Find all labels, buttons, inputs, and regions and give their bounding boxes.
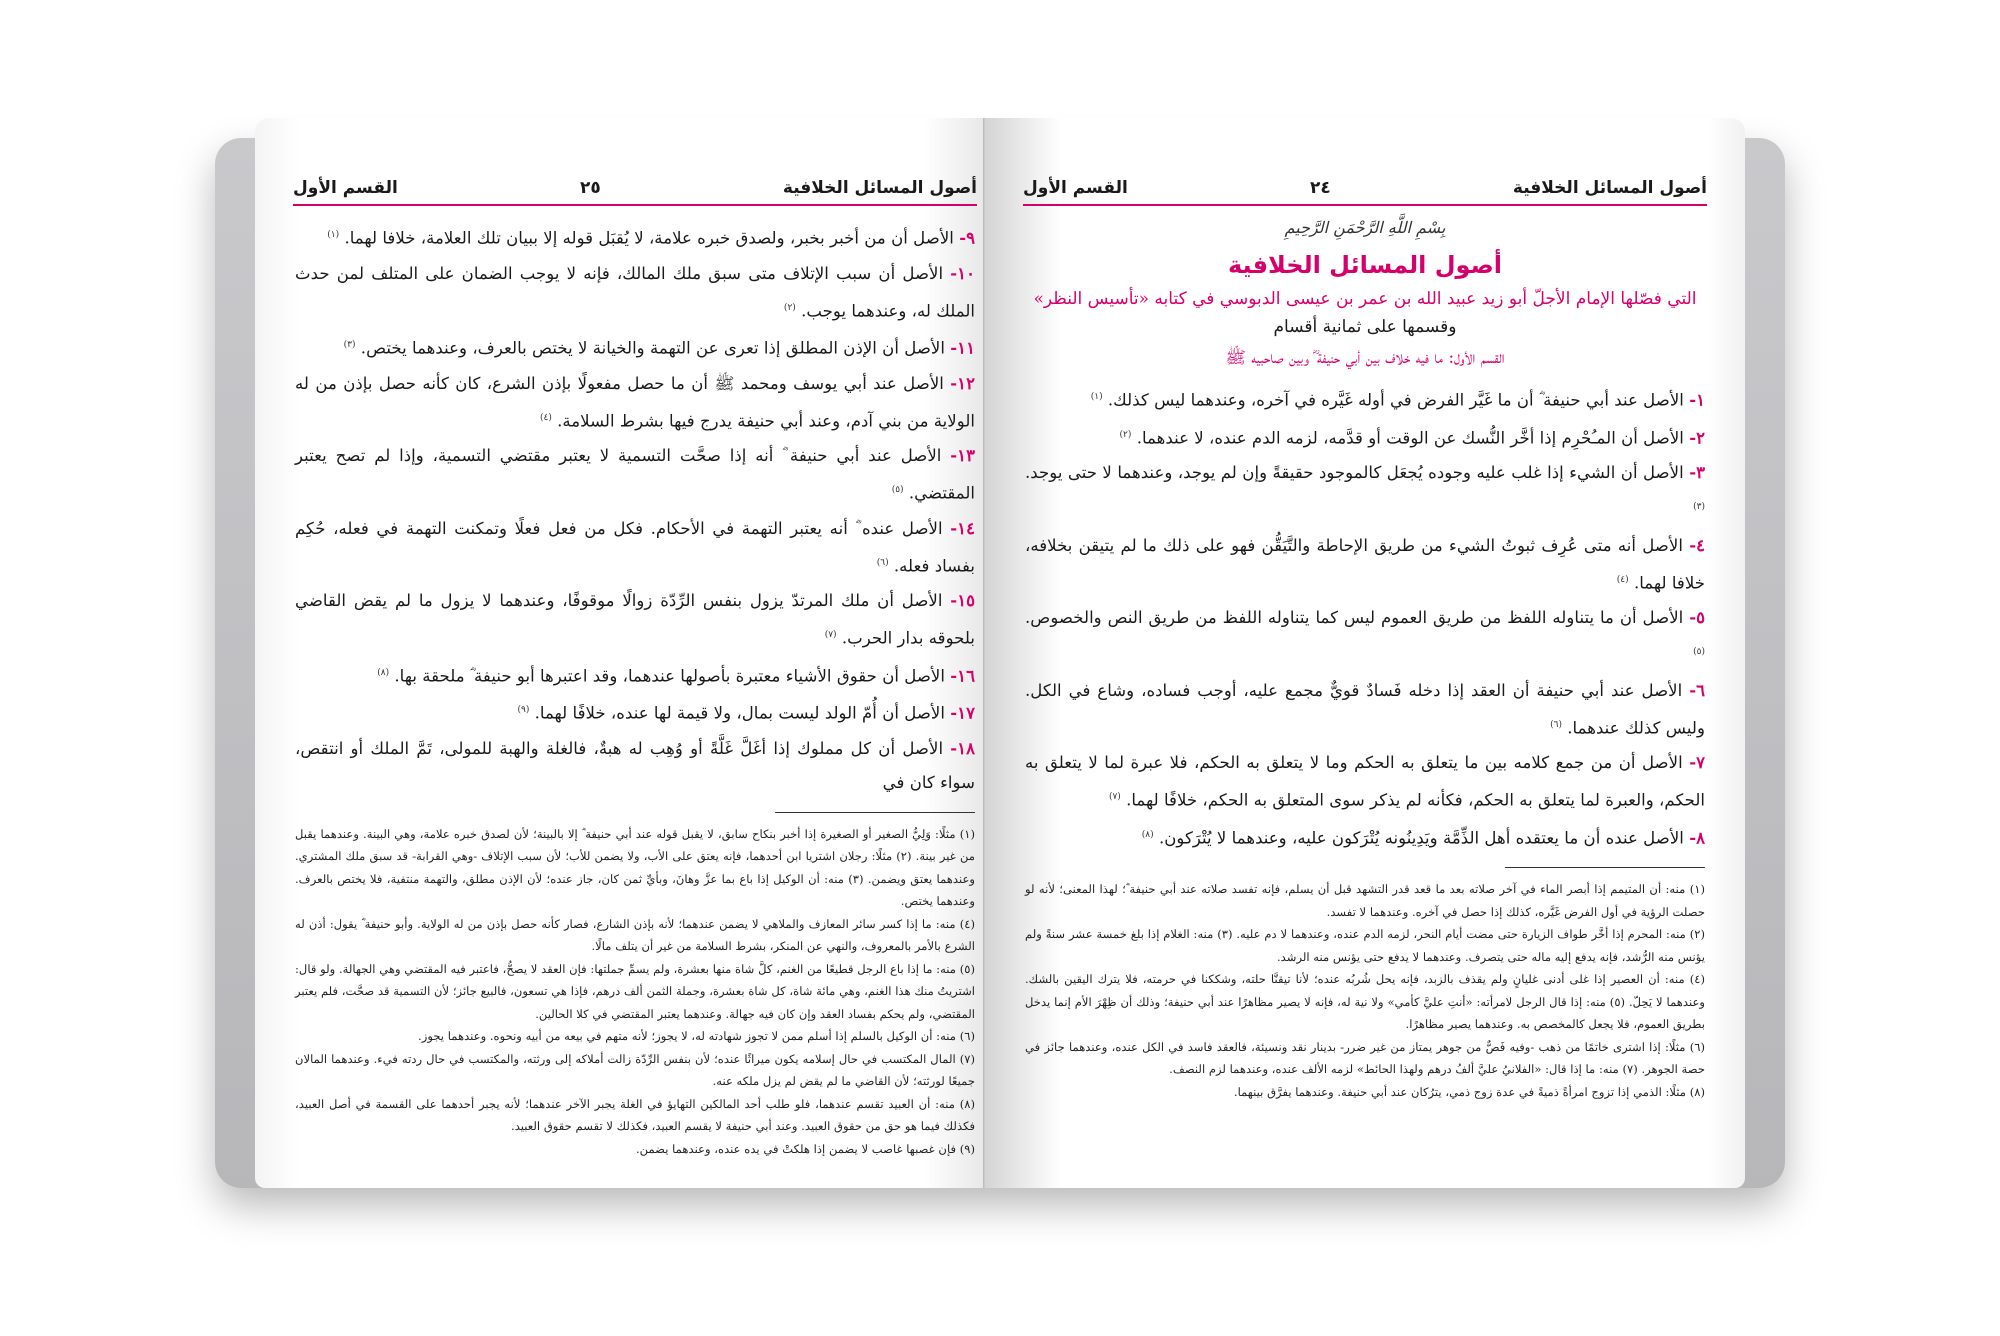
article-item	[1025, 673, 1705, 746]
book-title: أصول المسائل الخلافية	[1227, 251, 1503, 279]
article-text: الأصل عند أبي حنيفة ؓ أنه إذا صحَّت التسمية لا يعتبر مقتضي التسمية، وإذا لم تصح يعتبر المقتضي.	[295, 446, 975, 503]
footnote-ref[interactable]: (٢)	[1119, 429, 1132, 440]
article-number: ٥-	[1689, 607, 1706, 628]
footnote: (٩) فإن غصبها غاصب لا يضمن إذا هلكتْ في يده عنده، وعندهما يضمن.	[635, 1141, 975, 1156]
article-text: الأصل عند أبي حنيفة ؓ أن ما غَيَّر الفرض في أوله غَيَّره في آخره، وعندهما ليس كذلك.	[1107, 390, 1684, 410]
article-text: الأصل أن أُمّ الولد ليست بمال، ولا قيمة لها عنده، خلافًا لهما.	[534, 703, 945, 723]
article-item	[1025, 818, 1705, 856]
footnote-ref[interactable]: (٦)	[1550, 719, 1562, 730]
article-item	[1025, 600, 1705, 673]
article-list	[295, 218, 975, 800]
footnote-ref[interactable]: (٣)	[1693, 502, 1705, 513]
footnote-ref[interactable]: (٥)	[1693, 647, 1705, 658]
left-page	[255, 118, 1015, 1188]
article-number: ٦-	[1689, 679, 1705, 700]
article-item	[1025, 528, 1705, 601]
article-text: الأصل أن سبب الإتلاف متى سبق ملك المالك، فإنه لا يوجب الضمان على المتلف لمن حدث الملك له، وعندهما يوجب.	[295, 263, 975, 321]
right-page	[985, 118, 1745, 1188]
article-item	[1025, 380, 1705, 418]
footnote-ref[interactable]: (١)	[1090, 392, 1103, 402]
article-number: ٧-	[1689, 752, 1706, 773]
footnote: (٢) منه: المحرم إذا أخَّر طواف الزيارة حتى مضت أيام النحر، لزمه الدم عنده، وعندهما لا دم عليه. (٣) منه: الغلام إذا بلغ خمسة عشر سنةً ولم يؤنس منه الرُّشد، فإنه يدفع إليه ماله حتى يتصرف. وعندهما لا يدفع حتى يؤنس منه الرشد.	[1025, 927, 1705, 964]
article-text: الأصل أن الإذن المطلق إذا تعرى عن التهمة والخيانة لا يختص بالعرف، وعندهما يختص.	[360, 338, 945, 358]
article-item	[1025, 418, 1705, 456]
article-item	[295, 583, 975, 656]
footnote: (٤) منه: أن العصير إذا غلى أدنى غليانٍ ولم يقذف بالزبد، فإنه يحل شُربُه عنده؛ لأنا تيقنَّا حلته، وشككنا في حرمته، فلا يترك اليقين بالشك. وعندهما لا يَحِلّ. (٥) منه: إذا قال الرجل لامرأته: «أنتِ عليَّ كأمي» ولا نية له، فإنه لا يصير مظاهرًا عند أبي حنيفة؛ وذلك أن ظِهْرَ الأم إنما يدخل بطريق العموم، فلا يجعل كالمخصص به. وعندهما يصير مظاهرًا.	[1025, 972, 1705, 1032]
article-text: الأصل أن من جمع كلامه بين ما يتعلق به الحكم وما لا يتعلق به الحكم، فلا عبرة لما لا يتعلق به الحكم، والعبرة لما يتعلق به الحكم، فكأنه لم يذكر سوى المتعلق به الحكم، خلافًا لهما.	[1025, 753, 1705, 810]
book-subtitle: التي فصّلها الإمام الأجلّ أبو زيد عبيد الله بن عمر بن عيسى الدبوسي في كتابه «تأسيس النظر»	[1033, 289, 1697, 309]
header-section: القسم الأول	[1023, 178, 1128, 198]
footnote-ref[interactable]: (١)	[327, 230, 340, 240]
footnote-ref[interactable]: (٥)	[891, 485, 904, 496]
footnote-ref[interactable]: (٤)	[1616, 574, 1629, 585]
article-item	[295, 366, 975, 439]
article-item	[295, 693, 975, 731]
article-number: ١-	[1689, 389, 1705, 410]
footnote: (٦) مثلًا: إذا اشترى خاتمًا من ذهب -وفيه فَصٌّ من جوهر يمتاز من غير ضرر- بدينار نقد ونسيئة، فالعقد فاسد في الكل عنده، وعندهما جائز في حصة الجوهر. (٧) منه: ما إذا قال: «الفلانيُ عليَّ ألفُ درهم ولهذا الحائط» لزمه الألف عنده، وعندهما لزم النصف.	[1025, 1039, 1705, 1077]
header-title: أصول المسائل الخلافية	[782, 178, 977, 198]
footnote-ref[interactable]: (٢)	[783, 302, 796, 313]
footnote: (٥) منه: ما إذا باع الرجل قطيعًا من الغنم، كلَّ شاة منها بعشرة، ولم يسمِّ جملتها: فإن العقد لا يصحُّ، فاعتبر فيه المقتضي وهي الجهالة. ولو قال: اشتريتُ منك هذا الغنم، وهي مائة شاة، كل شاة بعشرة، وجملة الثمن ألف درهم، فإذا هي تسعون، فالبيع جائز؛ لأن التسمية قد صحَّت، فلم يعتبر المقتضي، ولم يحكم بفساد العقد وإن كان فيه جهالة. وعندهما يعتبر المقتضي في كلا الحالين.	[295, 961, 975, 1021]
article-text: الأصل أن حقوق الأشياء معتبرة بأصولها عندهما، وقد اعتبرها أبو حنيفة ؓ ملحقة بها.	[394, 666, 945, 686]
footnote-ref[interactable]: (٧)	[824, 630, 837, 641]
footnote: (٧) المال المكتسب في حال إسلامه يكون ميراثًا عنده؛ لأن بنفس الرِّدّة زالت أملاكه إلى ورثته، والمكتسب في حال ردته فيء. وعندهما المالان جميعًا لورثته؛ لأن القاضي ما لم يقض لم يزل ملكه عنه.	[295, 1051, 975, 1089]
article-text: الأصل أن من أخبر بخبر، ولصدق خبره علامة، لا يُقبَل قوله إلا ببيان تلك العلامة، خلافا لهما.	[344, 228, 954, 248]
article-number: ١٧-	[950, 702, 975, 723]
article-number: ٢-	[1689, 427, 1705, 448]
page-body	[1025, 218, 1705, 1103]
article-number: ١٨-	[950, 737, 975, 758]
article-text: الأصل أن ما يتناوله اللفظ من طريق العموم ليس كما يتناوله اللفظ من طريق النص والخصوص.	[1025, 608, 1684, 628]
article-list	[1025, 380, 1705, 855]
footnote: (١) مثلًا: وَلِيُّ الصغير أو الصغيرة إذا أخبر بنكاح سابق، لا يقبل قوله عند أبي حنيفة ؓ إلا بالبينة؛ لأن لصدق خبره علامة، وهي البينة. وعندهما يقبل من غير بينة. (٢) مثلًا: رجلان اشتريا ابن أحدهما، فإنه يعتق على الأب، ولا يضمن للأب؛ لأن سبب الإتلاف -وهي القرابة- قد سبق ملك المشتري. وعندهما يعتق ويضمن. (٣) منه: أن الوكيل إذا باع بما عزَّ وهانَ، وبأيِّ ثمن كان، جاز عنده؛ لأن الإذن مطلق، والتهمة منتفية، فلا يختص بالعرف. وعندهما يختص.	[295, 826, 976, 909]
header-title: أصول المسائل الخلافية	[1512, 178, 1707, 198]
footnote: (٨) منه: أن العبيد تقسم عندهما، فلو طلب أحد المالكين التهايؤ في الغلة يجبر الآخر عندهما؛ لأنه يجبر أحدهما على القسمة في أصل العبيد، فكذلك فيما هو حق من حقوق العبيد. وعند أبي حنيفة لا يقسم العبيد، فكذلك لا تقسم حقوق العبيد.	[295, 1096, 975, 1134]
footnote: (٦) منه: أن الوكيل بالسلم إذا أسلم ممن لا تجوز شهادته له، لا يجوز؛ لأنه متهم في بيعه من أبيه ونحوه. وعندهما يجوز.	[418, 1029, 975, 1044]
article-text: الأصل أن ملك المرتدّ يزول بنفس الرِّدّة زوالًا موقوفًا، وعندهما لا يزول ما لم يقض القاضي بلحوقه بدار الحرب.	[295, 591, 975, 648]
page-number: ٢٤	[1309, 178, 1331, 198]
article-item	[295, 438, 975, 511]
article-text: الأصل عند أبي يوسف ومحمد ﷺ أن ما حصل مفعولًا بإذن الشرع، كان كأنه حصل بإذن من له الولاية من بني آدم، وعند أبي حنيفة يدرج فيها بشرط السلامة.	[295, 373, 975, 431]
article-number: ٣-	[1689, 462, 1705, 483]
footnote: (٨) مثلًا: الذمي إذا تزوج امرأةً ذميةً في عدة زوج ذمي، يترُكان عند أبي حنيفة. وعندهما يفرَّق بينهما.	[1233, 1084, 1705, 1099]
open-book	[215, 118, 1785, 1208]
footnotes	[1025, 878, 1705, 1103]
article-item	[295, 731, 975, 800]
article-item	[295, 511, 975, 584]
article-text: الأصل عنده ؓ أنه يعتبر التهمة في الأحكام. فكل من فعل فعلًا وتمكنت التهمة في فعله، حُكِم بفساد فعله.	[295, 518, 975, 576]
header-section: القسم الأول	[293, 178, 398, 198]
footnote-ref[interactable]: (٩)	[517, 705, 530, 716]
page-number: ٢٥	[579, 178, 601, 198]
article-text: الأصل أن المـُحْرِم إذا أخَّر النُّسك عن الوقت أو قدَّمه، لزمه الدم عنده، لا عندهما.	[1136, 428, 1684, 448]
article-number: ١٢-	[950, 372, 975, 393]
article-item	[1025, 455, 1705, 528]
article-text: الأصل عند أبي حنيفة أن العقد إذا دخله فَسادٌ قويٌّ مجمع عليه، أوجب فساده، وشاع في الكل. وليس كذلك عندهما.	[1025, 680, 1705, 738]
footnote-ref[interactable]: (٣)	[343, 340, 356, 351]
article-item	[295, 328, 975, 366]
article-item	[295, 218, 975, 256]
page-body	[295, 218, 975, 1160]
footnote-separator	[775, 812, 975, 813]
article-number: ١٥-	[950, 590, 976, 611]
footnote-ref[interactable]: (٨)	[1141, 829, 1154, 840]
footnote-ref[interactable]: (٧)	[1108, 792, 1121, 803]
article-text: الأصل أن كل مملوك إذا أغَلَّ غَلَّةً أو وُهِب له هبةٌ، فالغلة والهبة للمولى، تَمَّ الملك أو انتقص، سواء كان في	[295, 738, 975, 792]
article-number: ٤-	[1689, 534, 1705, 555]
article-text: الأصل أن الشيء إذا غلب عليه وجوده يُجعَل كالموجود حقيقةً وإن لم يوجد، وعندهما لا حتى يوجد.	[1025, 463, 1684, 483]
article-number: ٨-	[1689, 827, 1705, 848]
basmala: بِسْمِ اللَّهِ الرَّحْمَنِ الرَّحِيمِ	[1284, 218, 1446, 237]
footnote-ref[interactable]: (٨)	[377, 667, 390, 678]
footnote-ref[interactable]: (٦)	[876, 557, 889, 568]
article-text: الأصل أنه متى عُرِف ثبوتُ الشيء من طريق الإحاطة والتَّيَقُّن فهو على ذلك ما لم يتيقن بخلافه، خلافا لهما.	[1025, 535, 1705, 593]
article-number: ١٦-	[950, 665, 975, 686]
article-text: الأصل عنده أن ما يعتقده أهل الذِّمَّة ويَدِينُونه يُتْرَكون عليه، وعندهما لا يُتْرَكون.	[1158, 828, 1684, 848]
article-number: ١١-	[950, 337, 975, 358]
footnote-separator	[1505, 867, 1705, 868]
article-item	[295, 656, 975, 694]
article-item	[1025, 745, 1705, 818]
footnote: (١) منه: أن المتيمم إذا أبصر الماء في آخر صلاته بعد ما قعد قدر التشهد قبل أن يسلم، فإنه تفسد صلاته عند أبي حنيفة ؓ؛ لهذا المعنى؛ لأنه لو حصلت الرؤية في أول الفرض غَيَّره، كذلك إذا حصل في آخره. وعندهما لا تفسد.	[1025, 882, 1705, 919]
page-header	[293, 168, 977, 206]
book-subtitle-2: وقسمها على ثمانية أقسام	[1273, 317, 1457, 337]
article-number: ١٠-	[950, 262, 975, 283]
article-number: ١٤-	[950, 517, 975, 538]
article-number: ٩-	[959, 227, 975, 248]
section-title: القسم الأول: ما فيه خلاف بين أبي حنيفة ؓ وبين صاحبيه ﷺ	[1225, 348, 1505, 368]
footnotes	[295, 823, 975, 1161]
article-number: ١٣-	[950, 445, 975, 466]
article-item	[295, 256, 975, 329]
footnote-ref[interactable]: (٤)	[539, 412, 552, 423]
footnote: (٤) منه: ما إذا كسر سائر المعازف والملاهي لا يضمن عندهما؛ لأنه بإذن الشارع، فصار كأنه حصل بإذن من له الولاية. وأبو حنيفة ؓ يقول: أذن له الشرع بالأمر بالمعروف، والنهي عن المنكر، بشرط السلامة من غير أن يتلف مالًا.	[295, 916, 975, 954]
page-header	[1023, 168, 1707, 206]
